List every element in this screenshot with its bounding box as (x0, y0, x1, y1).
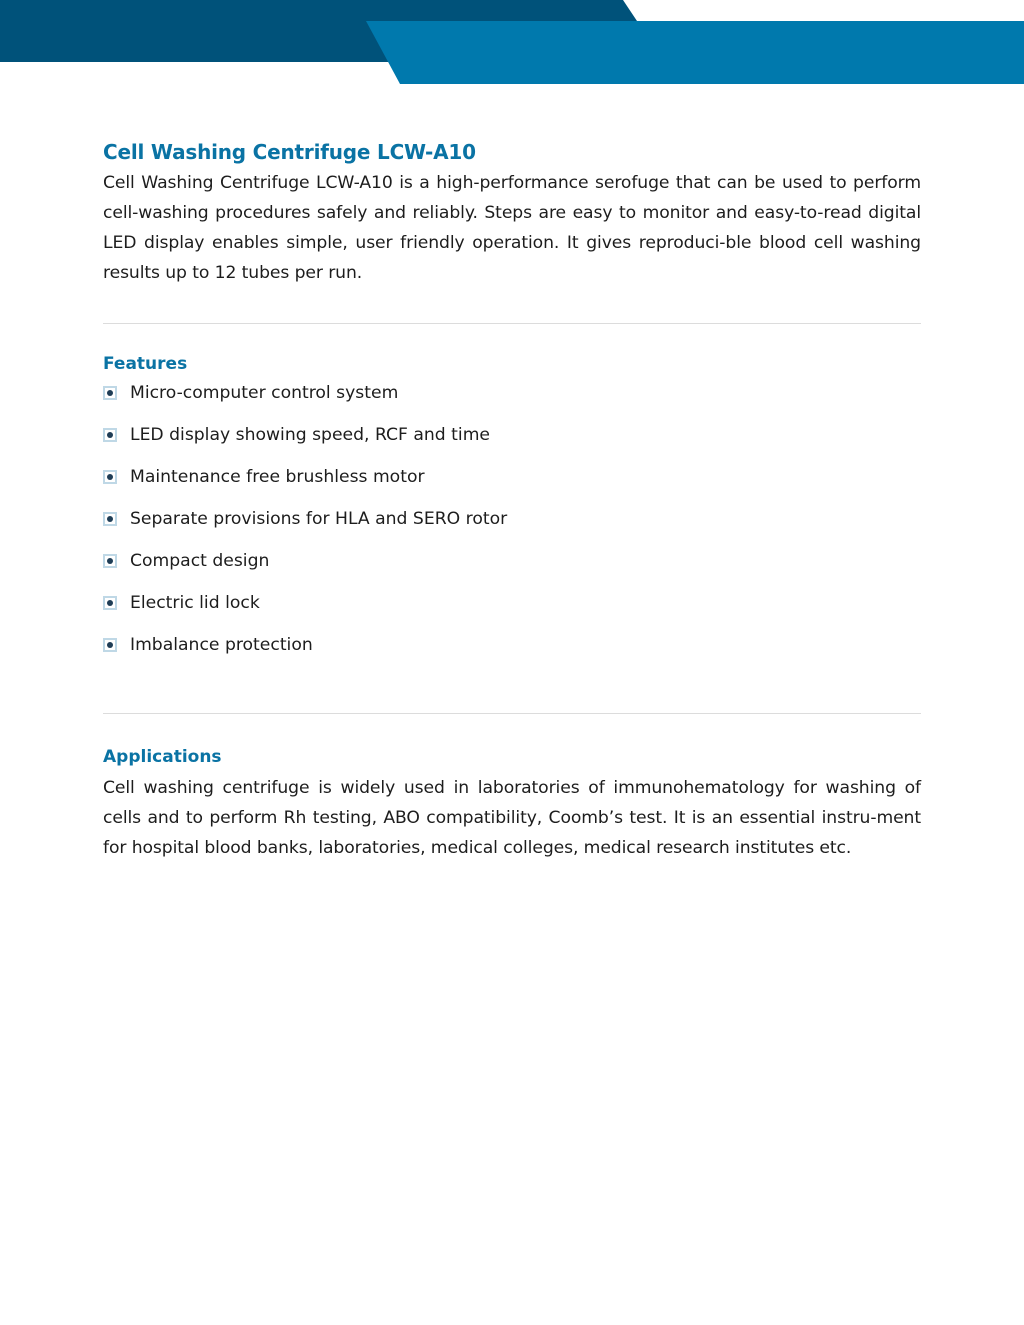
checkbox-bullet-icon (103, 512, 117, 526)
feature-item (103, 508, 921, 550)
feature-label: Compact design (130, 551, 270, 571)
feature-label: Micro-computer control system (130, 383, 399, 403)
main-content (103, 138, 921, 863)
product-description: Cell Washing Centrifuge LCW-A10 is a high-performance serofuge that can be used to perform cell-washing procedures safely and reliably. Steps are easy to monitor and easy-to-read digital LED display enables simple, user friendly operation. It gives reproduci-ble blood cell washing results up to 12 tubes per run. (103, 173, 921, 283)
checkbox-bullet-icon (103, 386, 117, 400)
product-title: Cell Washing Centrifuge LCW-A10 (103, 140, 476, 164)
checkbox-bullet-icon (103, 596, 117, 610)
header-band-light (366, 21, 1024, 84)
feature-label: Maintenance free brushless motor (130, 467, 425, 487)
features-heading: Features (103, 354, 188, 374)
checkbox-bullet-icon (103, 470, 117, 484)
feature-label: Separate provisions for HLA and SERO rotor (130, 509, 508, 529)
section-divider (103, 323, 921, 324)
feature-item (103, 592, 921, 634)
feature-item (103, 424, 921, 466)
feature-item (103, 466, 921, 508)
header-band (0, 0, 1024, 84)
section-divider (103, 713, 921, 714)
feature-item (103, 550, 921, 592)
checkbox-bullet-icon (103, 428, 117, 442)
feature-label: LED display showing speed, RCF and time (130, 425, 491, 445)
checkbox-bullet-icon (103, 554, 117, 568)
feature-label: Electric lid lock (130, 593, 260, 613)
feature-label: Imbalance protection (130, 635, 313, 655)
feature-item (103, 382, 921, 424)
checkbox-bullet-icon (103, 638, 117, 652)
applications-heading: Applications (103, 747, 222, 767)
applications-text: Cell washing centrifuge is widely used in laboratories of immunohematology for washing of cells and to perform Rh testing, ABO compatibility, Coomb’s test. It is an essential instru-ment for hospital blood banks, laboratories, medical colleges, medical research institutes etc. (103, 778, 921, 858)
features-list (103, 382, 921, 676)
feature-item (103, 634, 921, 676)
